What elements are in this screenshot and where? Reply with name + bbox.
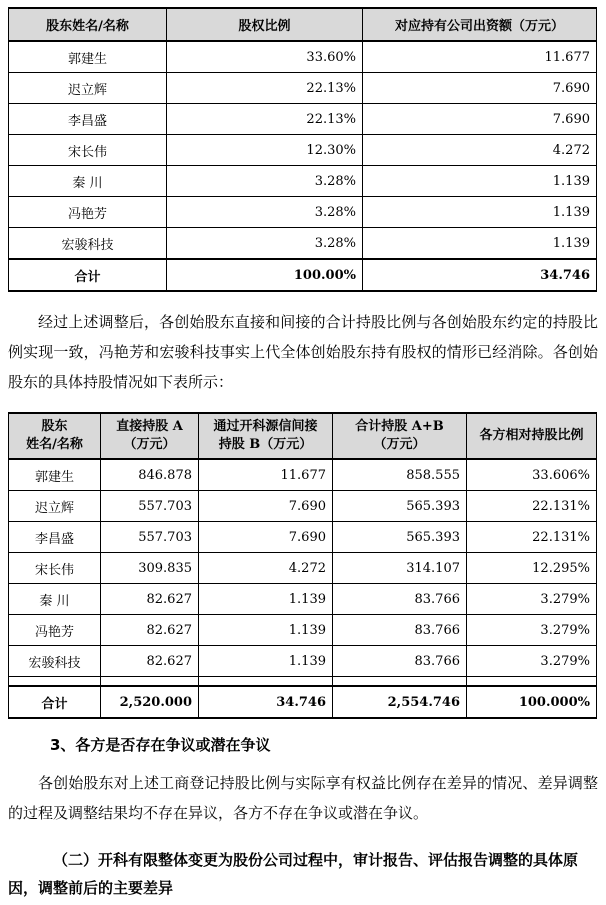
cell-name: 宏骏科技: [9, 228, 167, 260]
cell-direct: 82.627: [101, 646, 199, 677]
table-row: [9, 459, 597, 491]
cell-indirect: 1.139: [199, 615, 333, 646]
cell-name: 迟立辉: [9, 73, 167, 104]
table-row: [9, 197, 597, 228]
header-line: 通过开科源信间接: [213, 419, 318, 434]
cell-total-indirect: 34.746: [199, 686, 333, 718]
cell-name: 宋长伟: [9, 135, 167, 166]
table-row: [9, 104, 597, 135]
cell-ratio: 3.279%: [467, 646, 597, 677]
cell-ratio: 22.131%: [467, 522, 597, 553]
cell-total: 83.766: [333, 584, 467, 615]
cell-indirect: 7.690: [199, 522, 333, 553]
cell-ratio: 3.28%: [167, 197, 363, 228]
table-total-row: [9, 259, 597, 291]
table-row: [9, 522, 597, 553]
cell-ratio: 33.606%: [467, 459, 597, 491]
cell-total-label: 合计: [9, 259, 167, 291]
table-header-row: [9, 413, 597, 459]
table-row: [9, 135, 597, 166]
header-direct-holding: [101, 413, 199, 459]
paragraph-no-dispute: 各创始股东对上述工商登记持股比例与实际享有权益比例存在差异的情况、差异调整的过程及调整结果均不存在异议，各方不存在争议或潜在争议。: [8, 774, 598, 822]
cell-indirect: 11.677: [199, 459, 333, 491]
cell-total-label: 合计: [9, 686, 101, 718]
shareholding-table-2: [8, 412, 597, 719]
table-header-row: [9, 8, 597, 41]
cell-direct: 82.627: [101, 584, 199, 615]
paragraph-adjustment-result: 经过上述调整后，各创始股东直接和间接的合计持股比例与各创始股东约定的持股比例实现一致，冯艳芳和宏骏科技事实上代全体创始股东持有股权的情形已经消除。各创始股东的具体持股情况如下表所示：: [8, 313, 598, 391]
cell-total: 83.766: [333, 646, 467, 677]
cell-total: 314.107: [333, 553, 467, 584]
cell-ratio: 22.131%: [467, 491, 597, 522]
table-row: [9, 584, 597, 615]
header-line: 股东: [41, 419, 68, 434]
cell-ratio: 12.295%: [467, 553, 597, 584]
table-row: [9, 491, 597, 522]
header-line: 持股 B（万元）: [218, 437, 313, 452]
cell-name: 李昌盛: [9, 104, 167, 135]
cell-amount: 1.139: [363, 166, 597, 197]
header-equity-ratio: 股权比例: [167, 8, 363, 41]
cell-ratio: 3.279%: [467, 584, 597, 615]
cell-ratio: 3.28%: [167, 228, 363, 260]
table-row: [9, 615, 597, 646]
cell-total-direct: 2,520.000: [101, 686, 199, 718]
cell-total-ratio: 100.00%: [167, 259, 363, 291]
header-relative-ratio: 各方相对持股比例: [467, 413, 597, 459]
table-row: [9, 73, 597, 104]
cell-name: 宋长伟: [9, 553, 101, 584]
cell-direct: 82.627: [101, 615, 199, 646]
cell-amount: 1.139: [363, 228, 597, 260]
header-line: 姓名/名称: [26, 437, 83, 452]
table-row: [9, 646, 597, 677]
cell-total-amount: 34.746: [363, 259, 597, 291]
cell-total-sum: 2,554.746: [333, 686, 467, 718]
cell-direct: 846.878: [101, 459, 199, 491]
cell-total: 83.766: [333, 615, 467, 646]
section-heading-restructuring: （二）开科有限整体变更为股份公司过程中，审计报告、评估报告调整的具体原因，调整前后的主要差异: [8, 851, 579, 897]
cell-amount: 7.690: [363, 104, 597, 135]
cell-ratio: 3.279%: [467, 615, 597, 646]
cell-name: 迟立辉: [9, 491, 101, 522]
cell-amount: 7.690: [363, 73, 597, 104]
cell-indirect: 7.690: [199, 491, 333, 522]
header-line: 合计持股 A+B: [355, 419, 444, 434]
cell-indirect: 1.139: [199, 646, 333, 677]
cell-name: 宏骏科技: [9, 646, 101, 677]
table-row: [9, 166, 597, 197]
cell-amount: 11.677: [363, 41, 597, 73]
header-line: （万元）: [123, 437, 176, 452]
cell-name: 冯艳芳: [9, 197, 167, 228]
table-spacer-row: [9, 677, 597, 687]
header-line: 直接持股 A: [116, 419, 183, 434]
cell-total: 565.393: [333, 522, 467, 553]
cell-ratio: 3.28%: [167, 166, 363, 197]
cell-name: 李昌盛: [9, 522, 101, 553]
cell-name: 郭建生: [9, 41, 167, 73]
cell-amount: 4.272: [363, 135, 597, 166]
header-line: （万元）: [373, 437, 426, 452]
cell-indirect: 1.139: [199, 584, 333, 615]
cell-name: 郭建生: [9, 459, 101, 491]
table-total-row: [9, 686, 597, 718]
cell-total: 858.555: [333, 459, 467, 491]
cell-total: 565.393: [333, 491, 467, 522]
cell-name: 冯艳芳: [9, 615, 101, 646]
cell-total-ratio: 100.000%: [467, 686, 597, 718]
header-shareholder-name: 股东姓名/名称: [9, 8, 167, 41]
cell-name: 秦 川: [9, 166, 167, 197]
header-contribution-amount: 对应持有公司出资额（万元）: [363, 8, 597, 41]
table-row: [9, 553, 597, 584]
cell-ratio: 22.13%: [167, 104, 363, 135]
cell-name: 秦 川: [9, 584, 101, 615]
cell-direct: 557.703: [101, 491, 199, 522]
table-row: [9, 41, 597, 73]
header-shareholder-name: [9, 413, 101, 459]
header-indirect-holding: [199, 413, 333, 459]
shareholding-table-1: [8, 7, 597, 292]
cell-amount: 1.139: [363, 197, 597, 228]
table-row: [9, 228, 597, 260]
section-heading-dispute: 3、各方是否存在争议或潜在争议: [50, 736, 271, 754]
cell-ratio: 22.13%: [167, 73, 363, 104]
cell-ratio: 33.60%: [167, 41, 363, 73]
cell-indirect: 4.272: [199, 553, 333, 584]
header-total-holding: [333, 413, 467, 459]
cell-direct: 557.703: [101, 522, 199, 553]
cell-ratio: 12.30%: [167, 135, 363, 166]
cell-direct: 309.835: [101, 553, 199, 584]
